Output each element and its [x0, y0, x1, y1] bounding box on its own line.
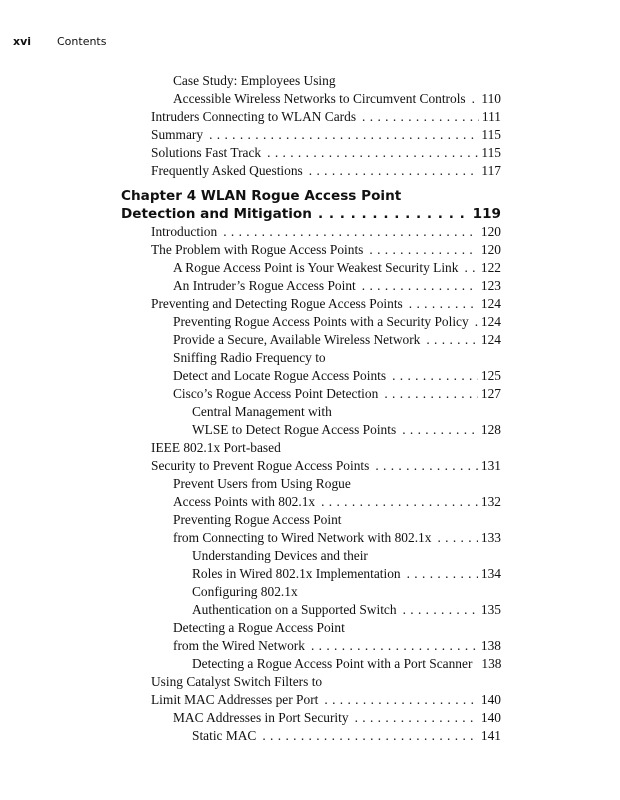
toc-entry-title: The Problem with Rogue Access Points [151, 242, 364, 257]
toc-entry-page: 140 [480, 692, 501, 707]
toc-entry [121, 709, 501, 727]
toc-entry-title: from Connecting to Wired Network with 802.1x [173, 530, 432, 545]
toc-entry-title: Case Study: Employees Using [173, 73, 336, 88]
toc-entry-title: Detecting a Rogue Access Point [173, 620, 345, 635]
chapter-heading [121, 187, 501, 223]
toc-entry-page: 117 [481, 163, 501, 178]
dot-leader [362, 108, 479, 126]
toc-entry [121, 277, 501, 295]
chapter-title-line-2 [121, 205, 501, 223]
toc-entry-page: 132 [480, 494, 501, 509]
toc-entry [121, 162, 501, 180]
dot-leader [362, 277, 478, 295]
toc-entry-page: 110 [481, 91, 501, 106]
toc-entry-title: Intruders Connecting to WLAN Cards [151, 109, 357, 124]
toc-entry [121, 637, 501, 655]
toc-entry-page: 123 [480, 278, 501, 293]
toc-entry-page: 134 [480, 566, 501, 581]
table-of-contents [121, 72, 501, 745]
dot-leader [267, 144, 478, 162]
toc-entry [121, 72, 501, 90]
chapter-page-number: 119 [472, 206, 501, 222]
toc-entry-page: 127 [480, 386, 501, 401]
toc-entry-title: Cisco’s Rogue Access Point Detection [173, 386, 379, 401]
page-number: xvi [13, 35, 32, 48]
toc-entry-title: Access Points with 802.1x [173, 494, 316, 509]
toc-entry [121, 439, 501, 457]
toc-entry [121, 421, 501, 439]
dot-leader [375, 457, 478, 475]
toc-entries-before [121, 72, 501, 180]
toc-entry-title: Using Catalyst Switch Filters to [151, 674, 323, 689]
toc-entry [121, 241, 501, 259]
toc-entry [121, 457, 501, 475]
toc-entry-title: IEEE 802.1x Port-based [151, 440, 281, 455]
toc-entry-page: 131 [480, 458, 501, 473]
toc-entry-title: Configuring 802.1x [192, 584, 298, 599]
toc-entry-title: Understanding Devices and their [192, 548, 368, 563]
toc-entry [121, 126, 501, 144]
toc-entry-title: Prevent Users from Using Rogue [173, 476, 351, 491]
dot-leader [392, 367, 478, 385]
toc-entry-page: 124 [480, 314, 501, 329]
toc-entry [121, 529, 501, 547]
toc-entry-page: 135 [480, 602, 501, 617]
toc-entry [121, 727, 501, 745]
toc-entry-page: 128 [480, 422, 501, 437]
toc-entry [121, 295, 501, 313]
dot-leader [369, 241, 478, 259]
toc-entry [121, 403, 501, 421]
toc-entry-title: Preventing Rogue Access Point [173, 512, 342, 527]
toc-entry [121, 108, 501, 126]
toc-entry-page: 120 [480, 242, 501, 257]
dot-leader [209, 126, 478, 144]
toc-entry [121, 313, 501, 331]
toc-entry-page: 138 [481, 656, 502, 671]
toc-entry-title: Security to Prevent Rogue Access Points [151, 458, 370, 473]
dot-leader [426, 331, 478, 349]
toc-entry [121, 583, 501, 601]
toc-entry-page: 133 [480, 530, 501, 545]
toc-entry-title: An Intruder’s Rogue Access Point [173, 278, 356, 293]
page-header [13, 35, 106, 48]
toc-entry-title: Roles in Wired 802.1x Implementation [192, 566, 401, 581]
toc-entry-title: Introduction [151, 224, 218, 239]
toc-entry [121, 90, 501, 108]
toc-entry-title: from the Wired Network [173, 638, 305, 653]
toc-entry [121, 511, 501, 529]
toc-entries-after [121, 223, 501, 745]
toc-entry-page: 141 [480, 728, 501, 743]
dot-leader [311, 637, 478, 655]
toc-entry-title: Provide a Secure, Available Wireless Network [173, 332, 421, 347]
chapter-title-text: Detection and Mitigation [121, 206, 312, 222]
toc-entry-title: Detecting a Rogue Access Point with a Port Scanner [192, 656, 473, 671]
toc-entry [121, 223, 501, 241]
toc-entry [121, 367, 501, 385]
running-title: Contents [57, 35, 107, 48]
toc-entry-title: Detect and Locate Rogue Access Points [173, 368, 387, 383]
dot-leader [402, 421, 478, 439]
toc-entry-title: MAC Addresses in Port Security [173, 710, 349, 725]
toc-entry [121, 144, 501, 162]
toc-entry-title: Accessible Wireless Networks to Circumvent Controls [173, 91, 466, 106]
toc-entry [121, 493, 501, 511]
toc-entry [121, 619, 501, 637]
toc-entry-title: Central Management with [192, 404, 332, 419]
toc-entry-title: Frequently Asked Questions [151, 163, 303, 178]
toc-entry-title: Static MAC [192, 728, 257, 743]
dot-leader [437, 529, 477, 547]
dot-leader [355, 709, 478, 727]
chapter-title-line-1 [121, 187, 501, 205]
toc-entry [121, 673, 501, 691]
toc-entry-title: A Rogue Access Point is Your Weakest Security Link [173, 260, 459, 275]
toc-entry [121, 349, 501, 367]
toc-entry-page: 124 [480, 296, 501, 311]
toc-entry-page: 124 [480, 332, 501, 347]
dot-leader [223, 223, 478, 241]
toc-entry-title: Preventing Rogue Access Points with a Security Policy [173, 314, 469, 329]
dot-leader [262, 727, 478, 745]
toc-entry [121, 475, 501, 493]
toc-entry [121, 691, 501, 709]
toc-entry [121, 259, 501, 277]
toc-entry-title: Sniffing Radio Frequency to [173, 350, 326, 365]
toc-entry [121, 385, 501, 403]
toc-entry-title: Preventing and Detecting Rogue Access Points [151, 296, 403, 311]
toc-entry-title: Limit MAC Addresses per Port [151, 692, 319, 707]
toc-entry-page: 122 [480, 260, 501, 275]
toc-entry-page: 125 [480, 368, 501, 383]
dot-leader [309, 162, 479, 180]
toc-entry-title: Authentication on a Supported Switch [192, 602, 397, 617]
toc-entry-page: 115 [481, 145, 501, 160]
toc-entry-page: 140 [480, 710, 501, 725]
toc-entry-page: 115 [481, 127, 501, 142]
dot-leader [464, 259, 477, 277]
toc-entry [121, 565, 501, 583]
chapter-title-text: Chapter 4 WLAN Rogue Access Point [121, 188, 402, 204]
dot-leader [321, 493, 478, 511]
toc-entry [121, 601, 501, 619]
dot-leader [475, 313, 478, 331]
dot-leader [403, 601, 478, 619]
dot-leader [318, 205, 470, 223]
dot-leader [324, 691, 478, 709]
toc-entry-page: 111 [481, 109, 501, 124]
dot-leader [409, 295, 478, 313]
toc-entry [121, 547, 501, 565]
toc-entry-title: Solutions Fast Track [151, 145, 262, 160]
dot-leader [472, 90, 479, 108]
toc-entry-page: 120 [480, 224, 501, 239]
toc-entry [121, 655, 501, 673]
dot-leader [407, 565, 478, 583]
toc-entry-title: Summary [151, 127, 204, 142]
dot-leader [384, 385, 478, 403]
toc-entry-title: WLSE to Detect Rogue Access Points [192, 422, 397, 437]
toc-entry-page: 138 [480, 638, 501, 653]
toc-entry [121, 331, 501, 349]
